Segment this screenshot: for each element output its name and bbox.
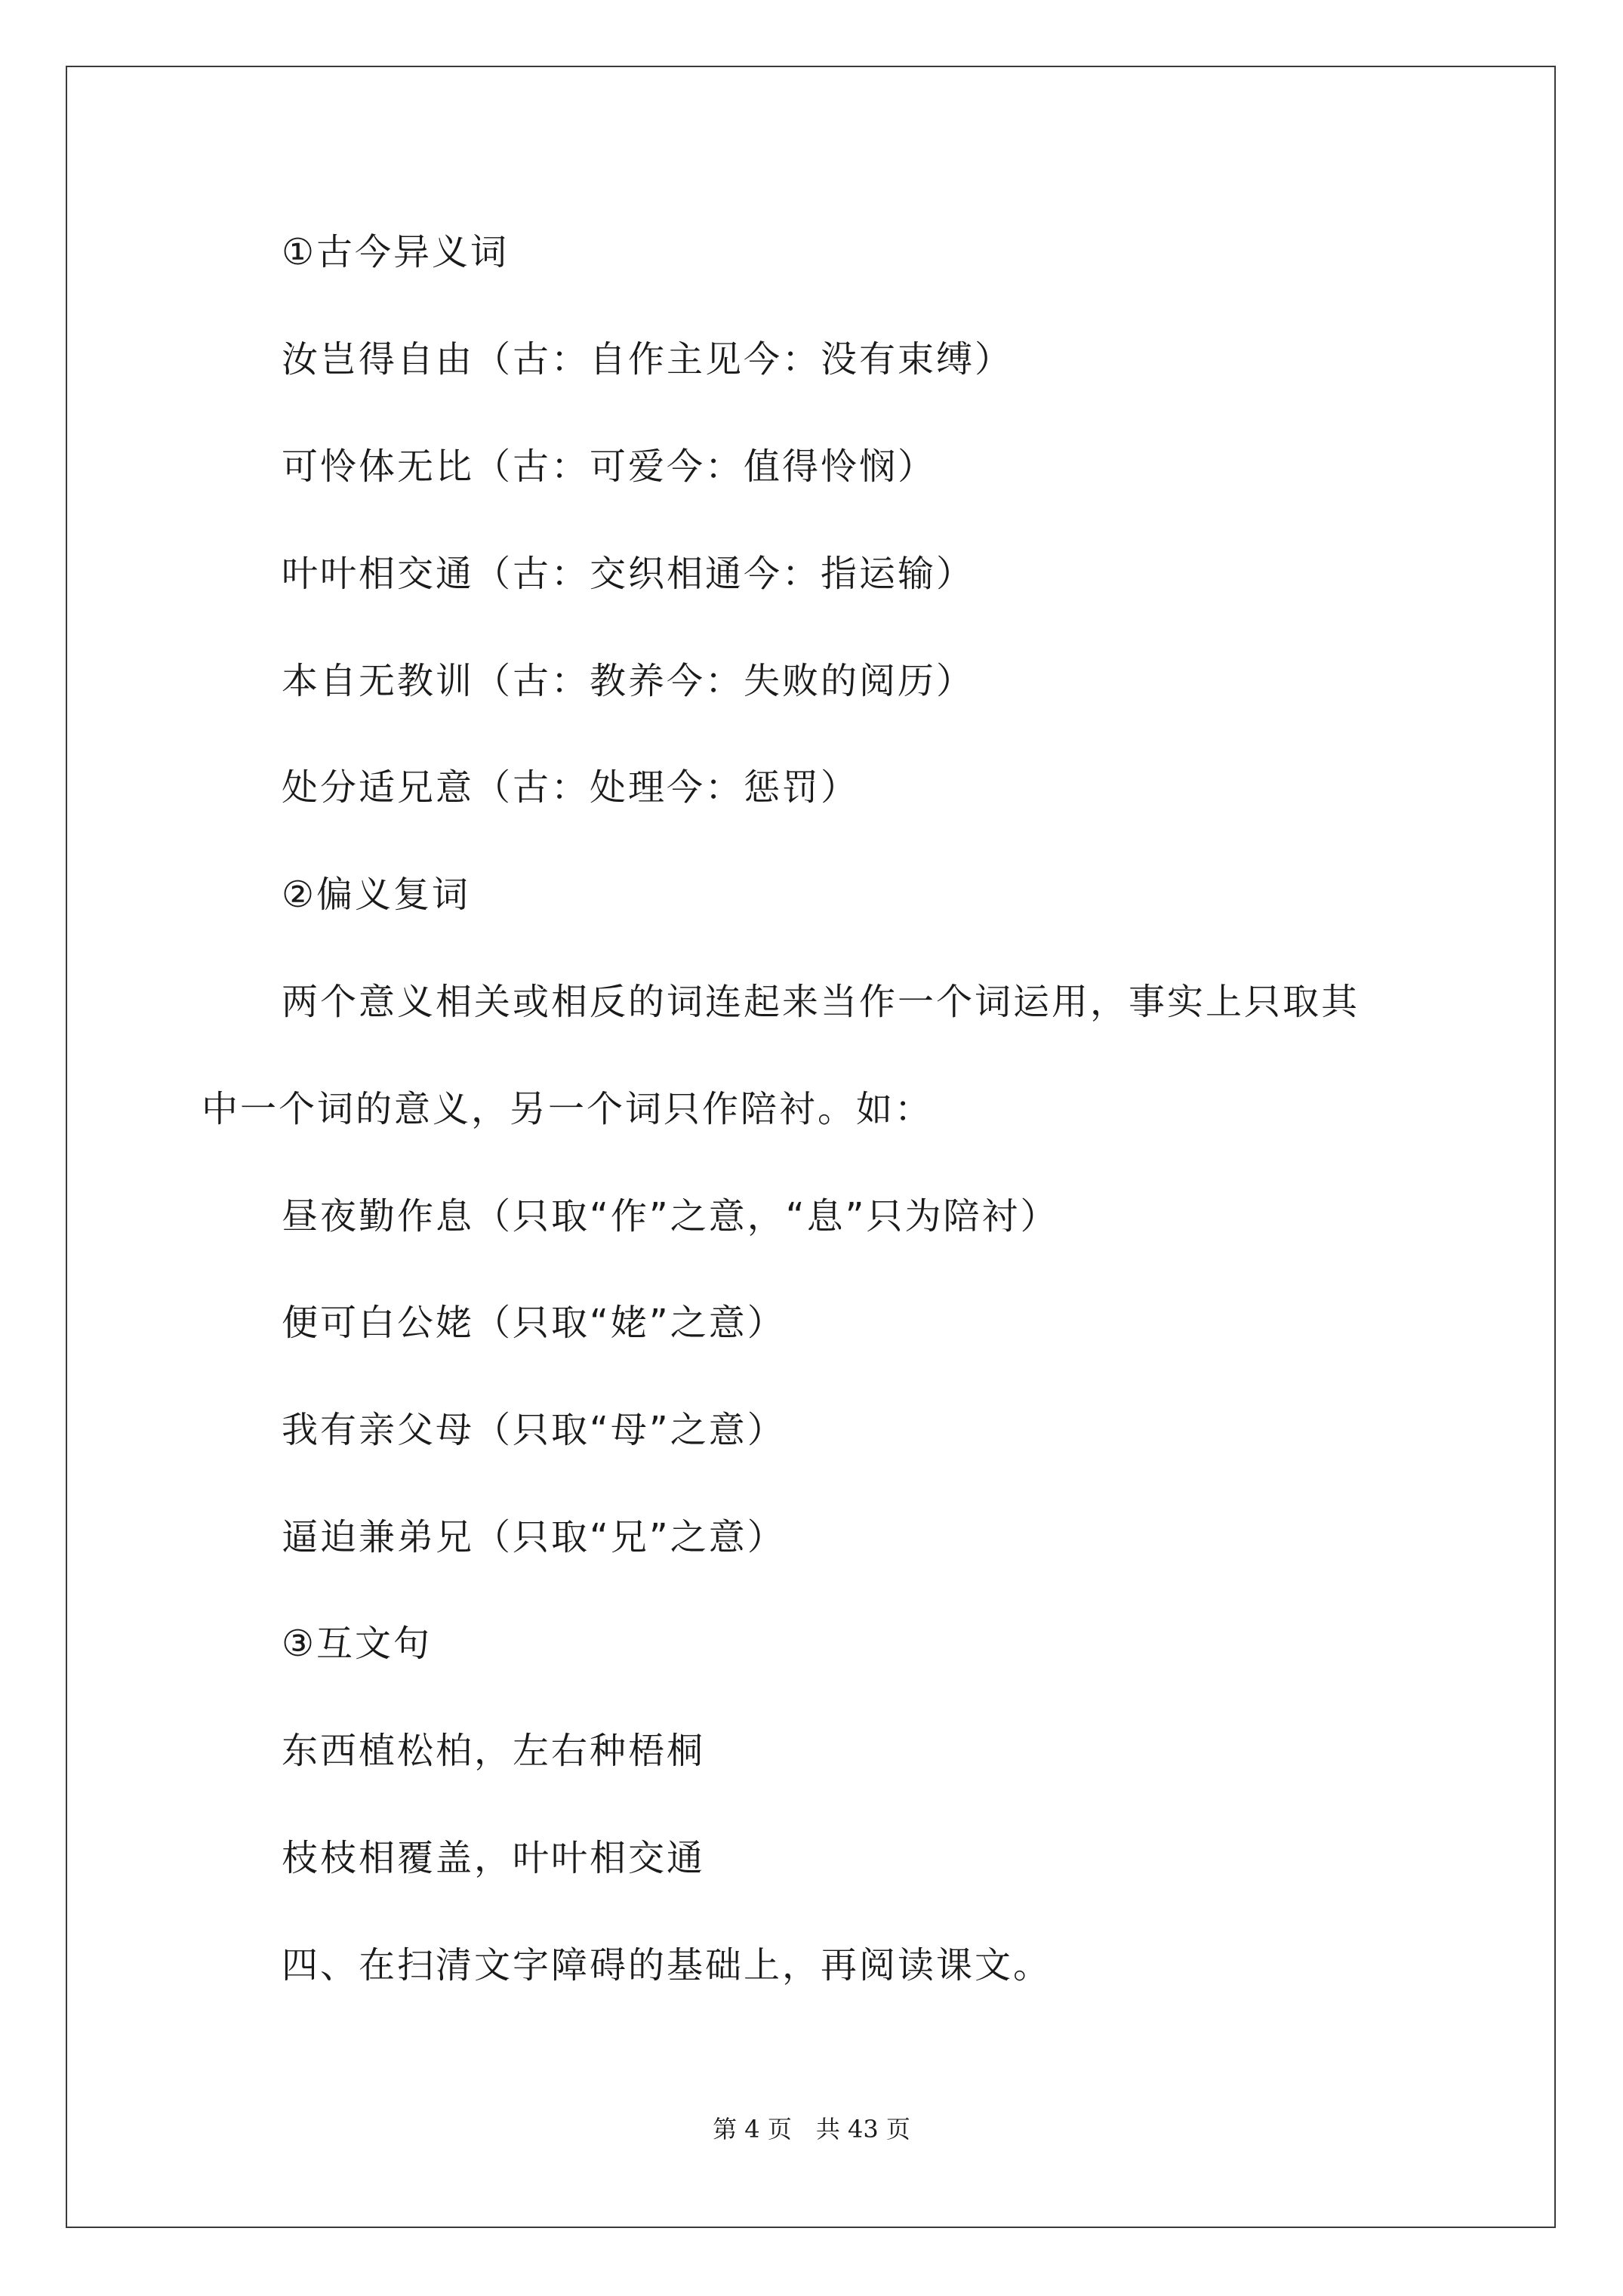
text-line: 昼夜勤作息（只取“作”之意，“息”只为陪衬） (282, 1195, 1059, 1237)
text-line: 枝枝相覆盖，叶叶相交通 (282, 1837, 706, 1879)
text-line: 东西植松柏，左右种梧桐 (282, 1730, 706, 1772)
heading-biased-compound-words: ②偏义复词 (282, 874, 471, 916)
paragraph-line: 两个意义相关或相反的词连起来当作一个词运用，事实上只取其 (282, 981, 1360, 1023)
paragraph-line: 中一个词的意义，另一个词只作陪衬。如： (202, 1088, 934, 1130)
text-line: 叶叶相交通（古：交织相通今：指运输） (282, 553, 975, 595)
heading-intertextual-sentences: ③互文句 (282, 1623, 433, 1665)
text-line: 便可白公姥（只取“姥”之意） (282, 1302, 786, 1344)
section-heading-four: 四、在扫清文字障碍的基础上，再阅读课文。 (282, 1944, 1052, 1986)
text-line: 可怜体无比（古：可爱今：值得怜悯） (282, 445, 937, 488)
page-border (66, 66, 1556, 2228)
text-line: 本自无教训（古：教养今：失败的阅历） (282, 660, 975, 702)
text-line: 汝岂得自由（古：自作主见今：没有束缚） (282, 338, 1014, 381)
page-number-footer: 第 4 页 共 43 页 (713, 2115, 910, 2143)
heading-ancient-modern-words: ①古今异义词 (282, 231, 510, 273)
text-line: 逼迫兼弟兄（只取“兄”之意） (282, 1516, 786, 1558)
text-line: 我有亲父母（只取“母”之意） (282, 1409, 786, 1451)
text-line: 处分适兄意（古：处理今：惩罚） (282, 766, 860, 809)
